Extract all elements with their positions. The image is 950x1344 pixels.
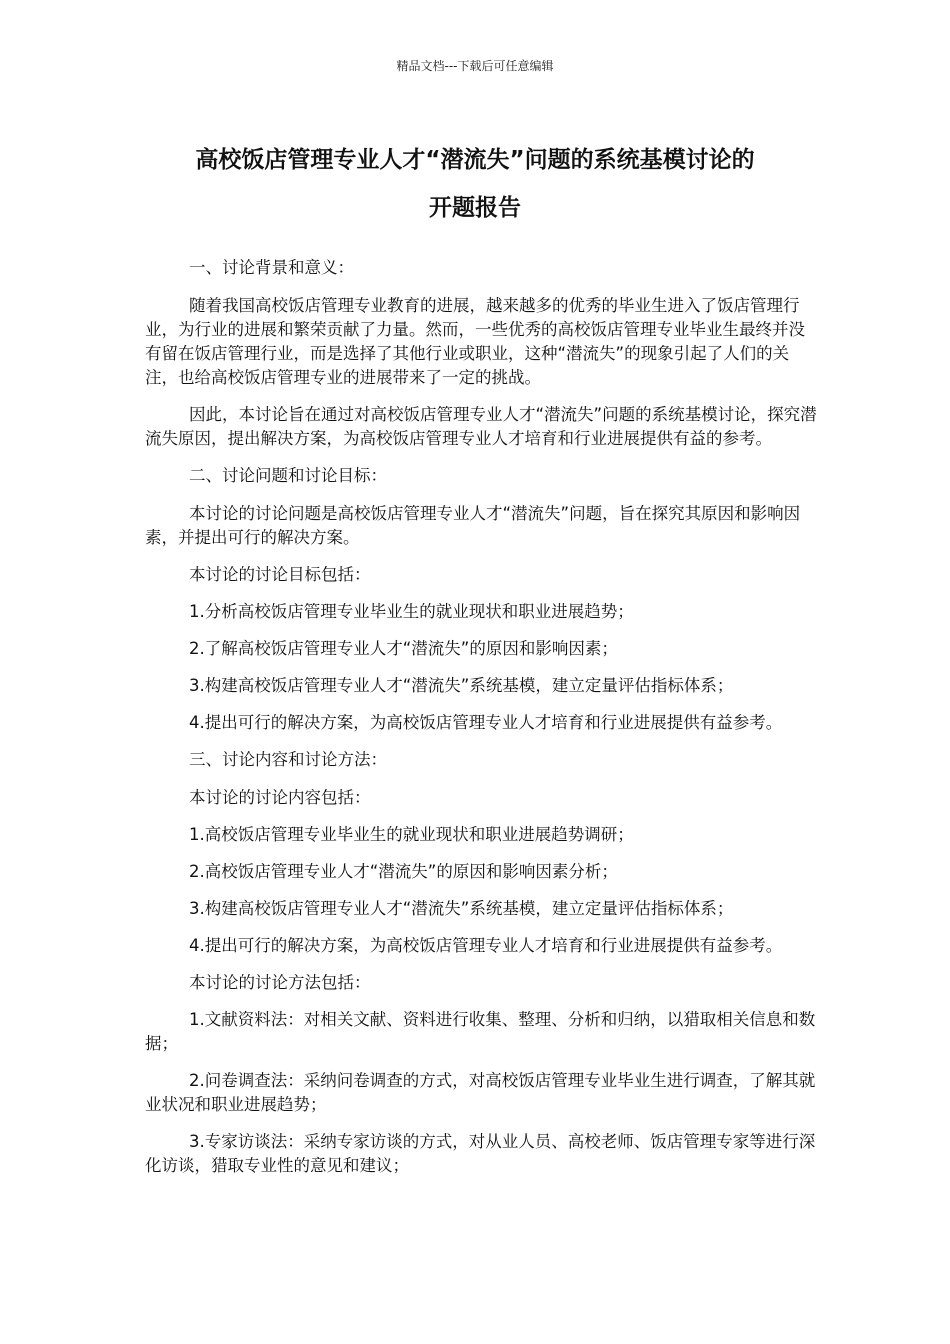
header-note: 精品文档---下载后可任意编辑 <box>396 59 554 73</box>
section-heading-background: 一、讨论背景和意义： <box>189 258 354 277</box>
paragraph-purpose: 因此，本讨论旨在通过对高校饭店管理专业人才“潜流失”问题的系统基模讨论，探究潜流失原因，提出解决方案，为高校饭店管理专业人才培育和行业进展提供有益的参考。 <box>145 405 817 448</box>
title-line-1: 高校饭店管理专业人才“潜流失”问题的系统基模讨论的 <box>195 147 755 173</box>
list-item-method-3: 3.专家访谈法：采纳专家访谈的方式，对从业人员、高校老师、饭店管理专家等进行深化访谈，猎取专业性的意见和建议； <box>145 1132 816 1175</box>
paragraph-methods-intro: 本讨论的讨论方法包括： <box>189 973 371 992</box>
paragraph-background: 随着我国高校饭店管理专业教育的进展，越来越多的优秀的毕业生进入了饭店管理行业，为行业的进展和繁荣贡献了力量。然而，一些优秀的高校饭店管理专业毕业生最终并没有留在饭店管理行业，而是选择了其他行业或职业，这种“潜流失”的现象引起了人们的关注，也给高校饭店管理专业的进展带来了一定的挑战。 <box>145 296 805 387</box>
section-heading-content-methods: 三、讨论内容和讨论方法： <box>189 750 387 769</box>
list-item-content-4: 4.提出可行的解决方案，为高校饭店管理专业人才培育和行业进展提供有益参考。 <box>189 936 783 955</box>
list-item-method-2: 2.问卷调查法：采纳问卷调查的方式，对高校饭店管理专业毕业生进行调查，了解其就业状况和职业进展趋势； <box>145 1071 816 1114</box>
list-item-method-1: 1.文献资料法：对相关文献、资料进行收集、整理、分析和归纳，以猎取相关信息和数据； <box>145 1010 816 1053</box>
list-item-goal-3: 3.构建高校饭店管理专业人才“潜流失”系统基模，建立定量评估指标体系； <box>189 676 734 695</box>
paragraph-goals-intro: 本讨论的讨论目标包括： <box>189 565 371 584</box>
list-item-goal-4: 4.提出可行的解决方案，为高校饭店管理专业人才培育和行业进展提供有益参考。 <box>189 713 783 732</box>
section-heading-questions: 二、讨论问题和讨论目标： <box>189 466 387 485</box>
list-item-goal-2: 2.了解高校饭店管理专业人才“潜流失”的原因和影响因素； <box>189 639 618 658</box>
paragraph-content-intro: 本讨论的讨论内容包括： <box>189 788 371 807</box>
list-item-goal-1: 1.分析高校饭店管理专业毕业生的就业现状和职业进展趋势； <box>189 602 634 621</box>
list-item-content-2: 2.高校饭店管理专业人才“潜流失”的原因和影响因素分析； <box>189 862 618 881</box>
document-title <box>140 136 810 232</box>
paragraph-question: 本讨论的讨论问题是高校饭店管理专业人才“潜流失”问题，旨在探究其原因和影响因素，并提出可行的解决方案。 <box>145 504 801 547</box>
title-line-2: 开题报告 <box>429 195 521 221</box>
list-item-content-3: 3.构建高校饭店管理专业人才“潜流失”系统基模，建立定量评估指标体系； <box>189 899 734 918</box>
list-item-content-1: 1.高校饭店管理专业毕业生的就业现状和职业进展趋势调研； <box>189 825 634 844</box>
document-body <box>145 256 817 1191</box>
